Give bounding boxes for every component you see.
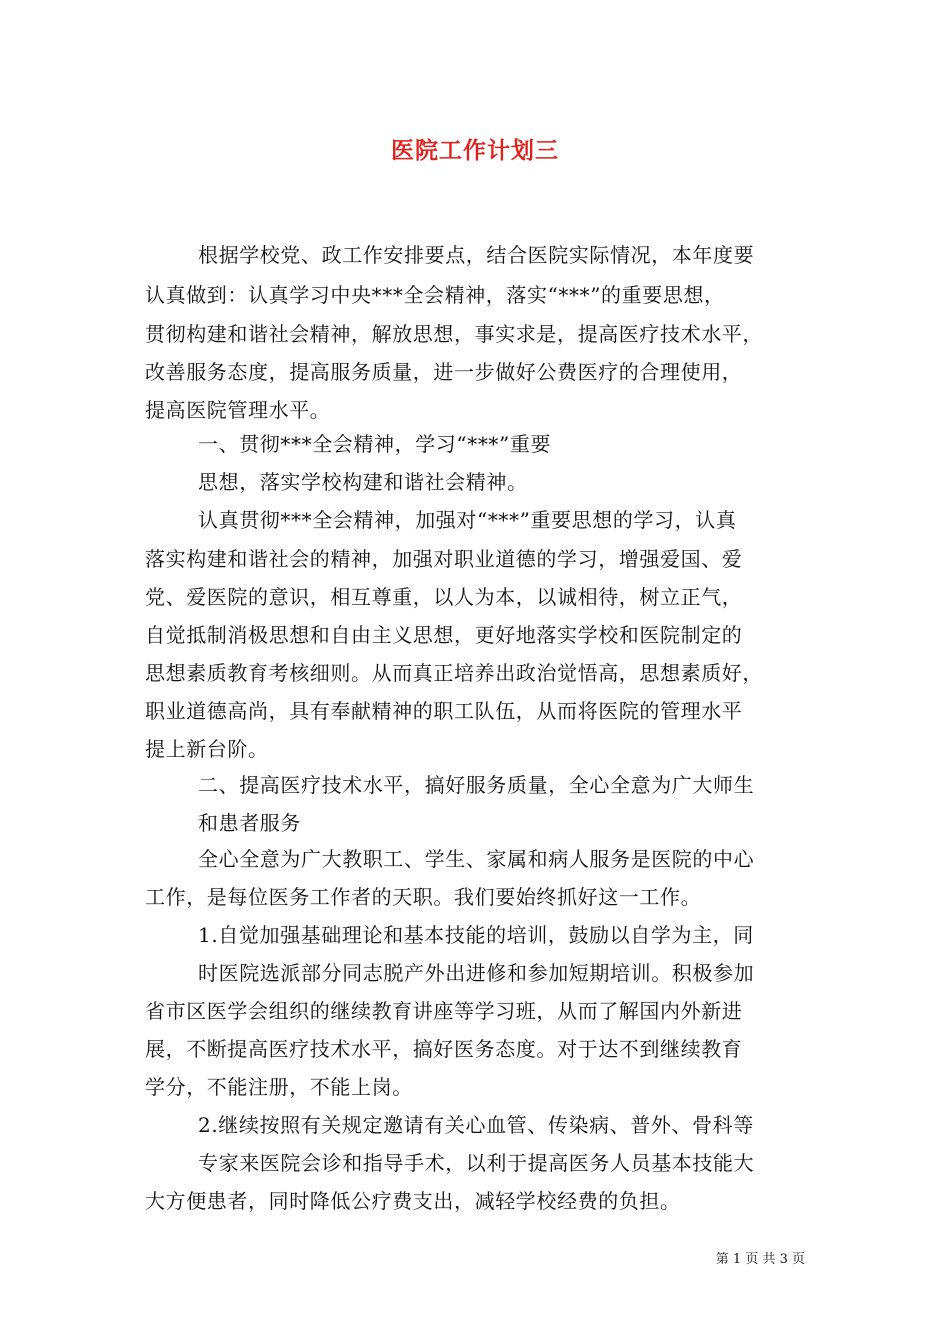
list-item-line: 省市区医学会组织的继续教育讲座等学习班，从而了解国内外新进 <box>145 999 743 1023</box>
paragraph-line: 提高医院管理水平。 <box>145 398 331 422</box>
list-item-line: 时医院选派部分同志脱产外出进修和参加短期培训。积极参加 <box>198 961 755 985</box>
paragraph-line: 党、爱医院的意识，相互尊重，以人为本，以诚相待，树立正气， <box>145 585 743 609</box>
paragraph-line: 根据学校党、政工作安排要点，结合医院实际情况，本年度要 <box>198 243 755 267</box>
paragraph-line: 认真做到：认真学习中央***全会精神，落实“***”的重要思想， <box>145 283 725 307</box>
list-item-line: 展，不断提高医疗技术水平，搞好医务态度。对于达不到继续教育 <box>145 1037 743 1061</box>
paragraph-line: 落实构建和谐社会的精神，加强对职业道德的学习，增强爱国、爱 <box>145 547 743 571</box>
paragraph-line: 提上新台阶。 <box>145 737 269 761</box>
list-item-line: 2.继续按照有关规定邀请有关心血管、传染病、普外、骨科等 <box>198 1113 754 1137</box>
document-title: 医院工作计划三 <box>391 137 559 164</box>
list-item-line: 1.自觉加强基础理论和基本技能的培训，鼓励以自学为主，同 <box>198 923 754 947</box>
section-heading-line: 一、贯彻***全会精神，学习“***”重要 <box>198 432 552 456</box>
section-heading-line: 思想，落实学校构建和谐社会精神。 <box>198 470 528 494</box>
paragraph-line: 认真贯彻***全会精神，加强对“***”重要思想的学习，认真 <box>198 508 737 532</box>
section-heading-line: 和患者服务 <box>198 811 301 835</box>
paragraph-line: 贯彻构建和谐社会精神，解放思想，事实求是，提高医疗技术水平， <box>145 322 763 346</box>
paragraph-line: 自觉抵制消极思想和自由主义思想，更好地落实学校和医院制定的 <box>145 623 743 647</box>
page-number: 第 1 页 共 3 页 <box>715 1252 805 1267</box>
paragraph-line: 改善服务态度，提高服务质量，进一步做好公费医疗的合理使用， <box>145 360 743 384</box>
paragraph-line: 全心全意为广大教职工、学生、家属和病人服务是医院的中心 <box>198 847 755 871</box>
paragraph-line: 思想素质教育考核细则。从而真正培养出政治觉悟高，思想素质好， <box>145 661 763 685</box>
list-item-line: 学分，不能注册，不能上岗。 <box>145 1075 413 1099</box>
section-heading-line: 二、提高医疗技术水平，搞好服务质量，全心全意为广大师生 <box>198 773 755 797</box>
paragraph-line: 职业道德高尚，具有奉献精神的职工队伍，从而将医院的管理水平 <box>145 699 743 723</box>
paragraph-line: 工作，是每位医务工作者的天职。我们要始终抓好这一工作。 <box>145 885 702 909</box>
list-item-line: 大方便患者，同时降低公疗费支出，减轻学校经费的负担。 <box>145 1189 681 1213</box>
list-item-line: 专家来医院会诊和指导手术，以利于提高医务人员基本技能大 <box>198 1151 755 1175</box>
